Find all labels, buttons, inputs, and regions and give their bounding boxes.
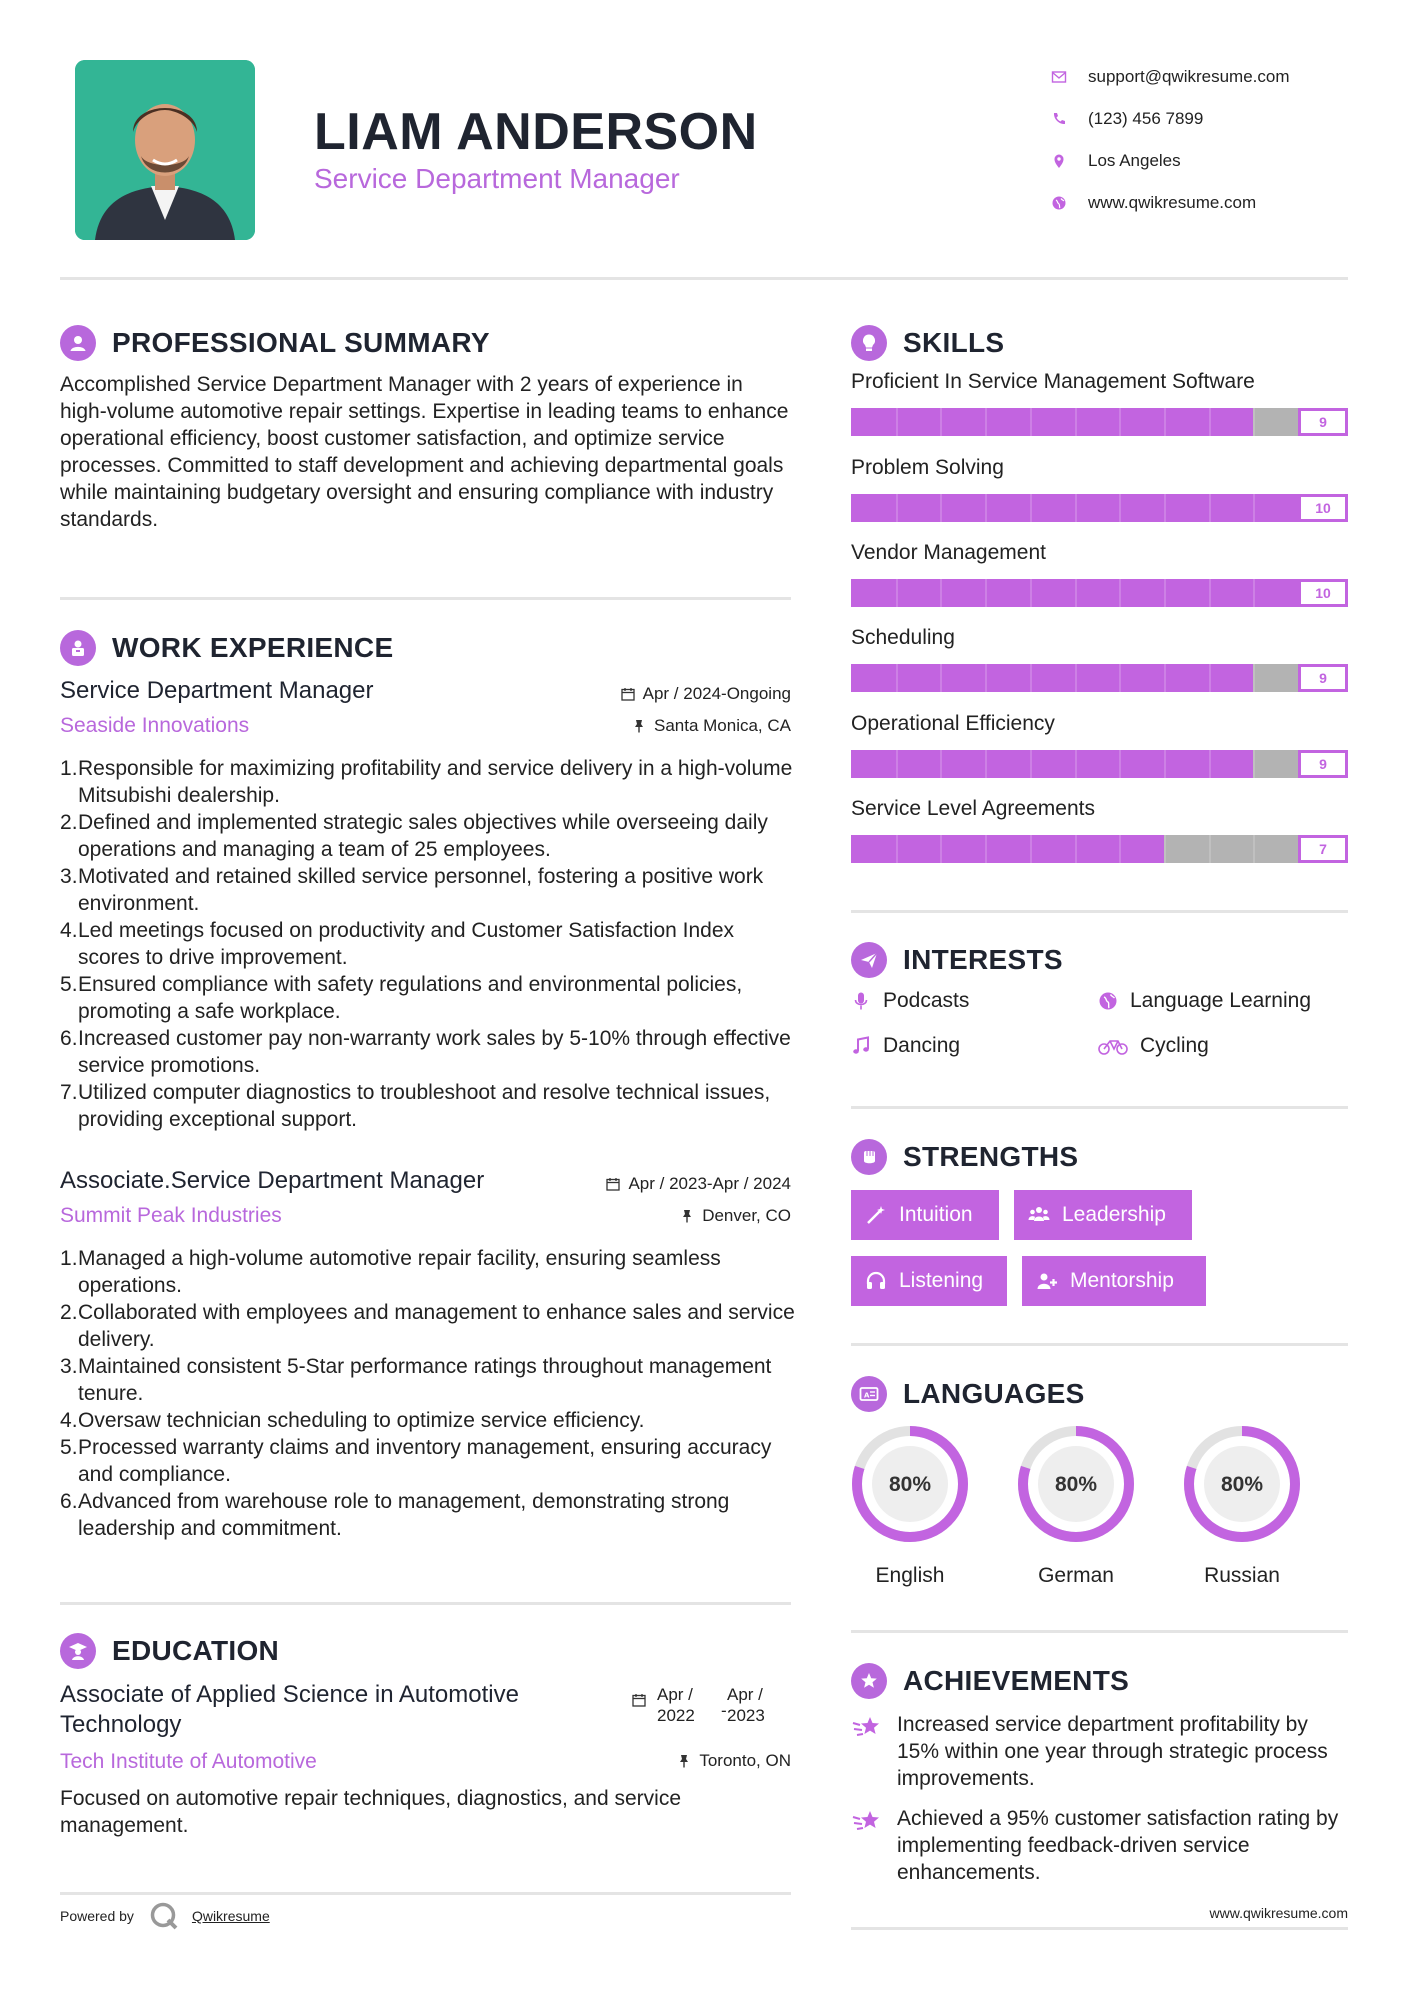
language-name: English: [875, 1564, 945, 1587]
strength-chip: [851, 1190, 999, 1240]
strength-chip: [851, 1256, 1007, 1306]
job-title: Associate.Service Department Manager: [60, 1167, 485, 1194]
contact-email[interactable]: [1050, 56, 1370, 98]
job-location: [680, 1206, 791, 1226]
strength-chip: [1014, 1190, 1192, 1240]
skill-segment-divider: [1164, 494, 1166, 522]
skill-bar: [851, 494, 1348, 522]
list-item: Utilized computer diagnostics to troubleshoot and resolve technical issues, providing exceptional support.: [78, 1081, 771, 1131]
skill-segment-divider: [1119, 579, 1121, 607]
skill-item: [851, 370, 1348, 436]
shooting-star-icon: [851, 1805, 883, 1837]
skill-name: Proficient In Service Management Software: [851, 370, 1255, 393]
contact-email-text: support@qwikresume.com: [1088, 67, 1290, 86]
graduate-icon: [60, 1633, 96, 1669]
skill-segment-divider: [985, 750, 987, 778]
skill-segment-divider: [896, 835, 898, 863]
skill-level-badge: 9: [1298, 664, 1348, 692]
achievement-text: Achieved a 95% customer satisfaction rating by implementing feedback-driven service enhancements.: [897, 1807, 1339, 1884]
strength-chip: [1022, 1256, 1206, 1306]
job-location-text: Denver, CO: [702, 1206, 791, 1225]
skill-segment-divider: [985, 664, 987, 692]
microphone-icon: [851, 991, 871, 1011]
skill-level-badge: 7: [1298, 835, 1348, 863]
contact-list: [1050, 56, 1370, 224]
interest-label: Cycling: [1140, 1034, 1209, 1057]
profile-photo: [75, 60, 255, 240]
pushpin-icon: [632, 719, 646, 733]
strength-label: Intuition: [899, 1203, 973, 1226]
skill-bar: [851, 579, 1348, 607]
language-ring: [1180, 1422, 1304, 1546]
job-location: [632, 716, 791, 736]
paper-plane-icon: [851, 942, 887, 978]
skill-segment-divider: [1030, 835, 1032, 863]
skill-item: [851, 541, 1348, 607]
degree-title-line2: Technology: [60, 1711, 182, 1738]
strength-label: Listening: [899, 1269, 984, 1292]
skill-segment-divider: [1253, 408, 1255, 436]
education-title: EDUCATION: [112, 1635, 280, 1666]
pushpin-icon: [677, 1754, 691, 1768]
language-percent: 80%: [1054, 1473, 1098, 1496]
skill-segment-divider: [940, 835, 942, 863]
education-date: [632, 1684, 792, 1728]
envelope-icon: [1050, 68, 1068, 86]
phone-icon: [1050, 110, 1068, 128]
skill-segment-divider: [1119, 835, 1121, 863]
skill-segment-divider: [1253, 579, 1255, 607]
work-heading: [60, 630, 393, 666]
skills-title: SKILLS: [903, 327, 1005, 358]
education-start-month: Apr /: [657, 1685, 693, 1704]
degree-title-line1: Associate of Applied Science in Automotive: [60, 1681, 519, 1708]
education-end-year: 2023: [727, 1706, 765, 1725]
language-item: [1180, 1422, 1304, 1588]
job-date: [621, 684, 791, 704]
achievement-item: [851, 1805, 1348, 1886]
user-icon: [60, 325, 96, 361]
skill-segment-divider: [1164, 664, 1166, 692]
job-location-row: [540, 716, 791, 740]
skill-segment-divider: [1030, 664, 1032, 692]
skill-segment-divider: [896, 579, 898, 607]
job-duties: [60, 755, 800, 1133]
skill-segment-divider: [1075, 664, 1077, 692]
skill-segment-divider: [1119, 494, 1121, 522]
lightbulb-icon: [851, 325, 887, 361]
education-location-row: [540, 1751, 791, 1775]
skill-item: [851, 626, 1348, 692]
skill-name: Scheduling: [851, 626, 955, 649]
job-date-row: [540, 1174, 791, 1198]
list-item: Motivated and retained skilled service personnel, fostering a positive work environment.: [78, 865, 764, 915]
headphones-icon: [865, 1270, 887, 1292]
skill-segment-divider: [1209, 750, 1211, 778]
strengths-divider: [851, 1343, 1348, 1346]
skill-segment-divider: [940, 664, 942, 692]
language-name: German: [1038, 1564, 1114, 1587]
skill-segment-divider: [985, 408, 987, 436]
skill-segment-divider: [940, 494, 942, 522]
pushpin-icon: [680, 1209, 694, 1223]
skill-fill: [851, 750, 1253, 778]
education-divider: [60, 1892, 791, 1895]
skill-segment-divider: [896, 750, 898, 778]
skill-segment-divider: [896, 664, 898, 692]
skill-item: [851, 797, 1348, 863]
education-start-year: 2022: [657, 1706, 695, 1725]
strengths-title: STRENGTHS: [903, 1141, 1079, 1172]
skill-segment-divider: [940, 579, 942, 607]
skill-segment-divider: [1119, 408, 1121, 436]
list-item: Increased customer pay non-warranty work sales by 5-10% through effective service promotions.: [78, 1027, 791, 1077]
contact-phone-text: (123) 456 7899: [1088, 109, 1204, 128]
skill-level-badge: 9: [1298, 408, 1348, 436]
skill-segment-divider: [1253, 835, 1255, 863]
skill-segment-divider: [985, 494, 987, 522]
globe-icon: [1050, 194, 1068, 212]
job-company: Summit Peak Industries: [60, 1204, 282, 1227]
interest-label: Podcasts: [883, 989, 970, 1012]
list-item: Maintained consistent 5-Star performance ratings throughout management tenure.: [78, 1355, 772, 1405]
skill-segment-divider: [896, 494, 898, 522]
skill-segment-divider: [1209, 408, 1211, 436]
work-divider: [60, 1602, 791, 1605]
interest-label: Language Learning: [1130, 989, 1312, 1012]
list-item: Ensured compliance with safety regulations and environmental policies, promoting a safe workplace.: [78, 973, 743, 1023]
strength-label: Leadership: [1062, 1203, 1166, 1226]
briefcase-icon: [60, 630, 96, 666]
interest-item: [1098, 989, 1311, 1013]
languages-title: LANGUAGES: [903, 1378, 1085, 1409]
candidate-role: Service Department Manager: [314, 163, 680, 194]
skills-divider: [851, 910, 1348, 913]
skill-name: Problem Solving: [851, 456, 1004, 479]
job-duties: [60, 1245, 795, 1542]
list-item: Oversaw technician scheduling to optimize service efficiency.: [78, 1409, 645, 1432]
education-end-month: Apr /: [727, 1685, 763, 1704]
skill-bar: [851, 835, 1348, 863]
skill-segment-divider: [1075, 408, 1077, 436]
summary-heading: [60, 325, 490, 361]
skill-segment-divider: [1075, 494, 1077, 522]
skill-segment-divider: [1164, 579, 1166, 607]
skills-heading: [851, 325, 1004, 361]
qwikresume-link[interactable]: Qwikresume: [191, 1908, 270, 1924]
language-ring: [1014, 1422, 1138, 1546]
list-item: Collaborated with employees and management to enhance sales and service delivery.: [78, 1301, 795, 1351]
contact-website[interactable]: [1050, 182, 1370, 224]
skill-item: [851, 712, 1348, 778]
skill-segment-divider: [1075, 835, 1077, 863]
list-item: Advanced from warehouse role to management, demonstrating strong leadership and commitment.: [78, 1490, 730, 1540]
skill-segment-divider: [1164, 835, 1166, 863]
school-name: Tech Institute of Automotive: [60, 1750, 317, 1773]
education-date-dash: -: [721, 1701, 727, 1720]
job-company: Seaside Innovations: [60, 714, 250, 737]
calendar-icon: [632, 1693, 646, 1707]
skill-fill: [851, 664, 1253, 692]
svg-text:A: A: [864, 1391, 870, 1400]
interest-item: [1098, 1034, 1209, 1058]
language-ring: [848, 1422, 972, 1546]
header-divider: [60, 277, 1348, 280]
candidate-name: LIAM ANDERSON: [314, 103, 758, 161]
badge-star-icon: [851, 1663, 887, 1699]
skill-segment-divider: [940, 750, 942, 778]
skill-segment-divider: [940, 408, 942, 436]
interests-heading: [851, 942, 1063, 978]
qwikresume-logo-icon: [148, 1900, 180, 1932]
skill-segment-divider: [1253, 664, 1255, 692]
language-percent: 80%: [888, 1473, 932, 1496]
skill-segment-divider: [1253, 750, 1255, 778]
job-title: Service Department Manager: [60, 677, 374, 704]
skill-segment-divider: [1209, 664, 1211, 692]
interests-divider: [851, 1106, 1348, 1109]
summary-text: Accomplished Service Department Manager with 2 years of experience in high-volume automotive repair settings. Expertise in leading teams to enhance operational efficiency, boost customer satisfaction, and optimize service processes. Committed to staff development and achieving departmental goals while maintaining budgetary oversight and ensuring compliance with industry standards.: [60, 373, 789, 531]
skill-segment-divider: [1075, 750, 1077, 778]
footer-url[interactable]: www.qwikresume.com: [1209, 1905, 1348, 1921]
user-plus-icon: [1036, 1270, 1058, 1292]
skill-segment-divider: [1119, 750, 1121, 778]
magic-wand-icon: [865, 1204, 887, 1226]
globe-icon: [1098, 991, 1118, 1011]
skill-segment-divider: [896, 408, 898, 436]
fist-icon: [851, 1139, 887, 1175]
skill-name: Operational Efficiency: [851, 712, 1055, 735]
users-icon: [1028, 1204, 1050, 1226]
strengths-heading: [851, 1139, 1078, 1175]
skill-segment-divider: [985, 835, 987, 863]
education-location: [677, 1751, 791, 1771]
skill-level-badge: 9: [1298, 750, 1348, 778]
language-icon: [851, 1376, 887, 1412]
job-date-row: [540, 684, 791, 708]
calendar-icon: [606, 1177, 620, 1191]
map-pin-icon: [1050, 152, 1068, 170]
languages-divider: [851, 1630, 1348, 1633]
contact-website-text: www.qwikresume.com: [1088, 193, 1257, 212]
job-location-row: [540, 1206, 791, 1230]
skill-level-badge: 10: [1298, 579, 1348, 607]
list-item: Defined and implemented strategic sales objectives while overseeing daily operations and managing a team of 25 employees.: [78, 811, 768, 861]
interest-item: [851, 989, 969, 1013]
list-item: Led meetings focused on productivity and Customer Satisfaction Index scores to drive improvement.: [78, 919, 735, 969]
footer-divider: [851, 1927, 1348, 1930]
interests-title: INTERESTS: [903, 944, 1063, 975]
languages-heading: [851, 1376, 1085, 1412]
skill-segment-divider: [1164, 408, 1166, 436]
language-item: [1014, 1422, 1138, 1588]
skill-segment-divider: [1209, 835, 1211, 863]
summary-title: PROFESSIONAL SUMMARY: [112, 327, 490, 358]
skill-segment-divider: [1075, 579, 1077, 607]
skill-name: Service Level Agreements: [851, 797, 1095, 820]
skill-segment-divider: [1164, 750, 1166, 778]
job-date: [606, 1174, 791, 1194]
language-name: Russian: [1204, 1564, 1280, 1587]
summary-divider: [60, 597, 791, 600]
skill-segment-divider: [1030, 494, 1032, 522]
job-location-text: Santa Monica, CA: [653, 716, 791, 735]
skill-segment-divider: [1030, 750, 1032, 778]
skill-level-badge: 10: [1298, 494, 1348, 522]
contact-phone[interactable]: [1050, 98, 1370, 140]
skill-segment-divider: [1209, 579, 1211, 607]
job-date-text: Apr / 2024-Ongoing: [642, 684, 791, 703]
language-percent: 80%: [1220, 1473, 1264, 1496]
skill-bar: [851, 664, 1348, 692]
contact-location-text: Los Angeles: [1088, 151, 1181, 170]
achievement-text: Increased service department profitability by 15% within one year through strategic process improvements.: [897, 1713, 1328, 1790]
skill-bar: [851, 750, 1348, 778]
skill-fill: [851, 408, 1253, 436]
education-description: Focused on automotive repair techniques, diagnostics, and service management.: [60, 1787, 682, 1837]
list-item: Responsible for maximizing profitability and service delivery in a high-volume Mitsubishi dealership.: [78, 757, 793, 807]
list-item: Managed a high-volume automotive repair facility, ensuring seamless operations.: [78, 1247, 721, 1297]
strength-label: Mentorship: [1070, 1269, 1174, 1292]
powered-by: [60, 1900, 270, 1932]
job-date-text: Apr / 2023-Apr / 2024: [628, 1174, 791, 1193]
interest-label: Dancing: [883, 1034, 961, 1057]
skill-segment-divider: [1030, 579, 1032, 607]
language-item: [848, 1422, 972, 1588]
skill-segment-divider: [1209, 494, 1211, 522]
calendar-icon: [621, 687, 635, 701]
list-item: Processed warranty claims and inventory management, ensuring accuracy and compliance.: [78, 1436, 772, 1486]
skill-segment-divider: [1030, 408, 1032, 436]
music-note-icon: [851, 1036, 871, 1056]
bicycle-icon: [1098, 1036, 1128, 1056]
contact-location: [1050, 140, 1370, 182]
skill-bar: [851, 408, 1348, 436]
achievements-heading: [851, 1663, 1129, 1699]
education-heading: [60, 1633, 279, 1669]
skill-segment-divider: [985, 579, 987, 607]
interest-item: [851, 1034, 960, 1058]
skill-segment-divider: [1253, 494, 1255, 522]
education-location-text: Toronto, ON: [699, 1751, 791, 1770]
shooting-star-icon: [851, 1711, 883, 1743]
skill-item: [851, 456, 1348, 522]
skill-name: Vendor Management: [851, 541, 1046, 564]
powered-by-label: Powered by: [60, 1908, 134, 1924]
achievements-title: ACHIEVEMENTS: [903, 1665, 1130, 1696]
achievement-item: [851, 1711, 1348, 1792]
skill-segment-divider: [1119, 664, 1121, 692]
work-title: WORK EXPERIENCE: [112, 632, 394, 663]
